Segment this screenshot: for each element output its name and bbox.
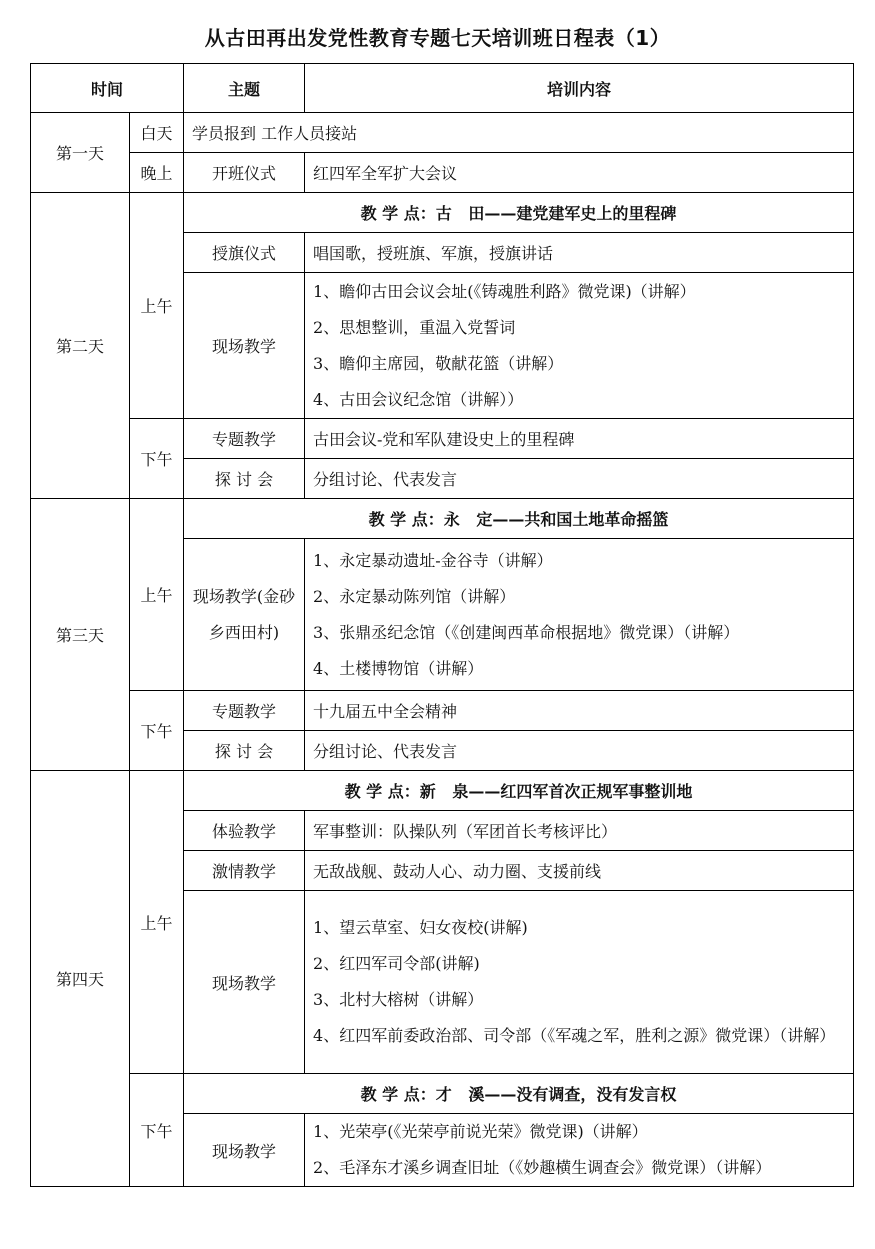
list-item: 2、毛泽东才溪乡调查旧址（《妙趣横生调查会》微党课）（讲解） [313, 1158, 772, 1177]
list-item: 1、光荣亭(《光荣亭前说光荣》微党课)（讲解） [313, 1122, 648, 1141]
content-list [305, 891, 854, 1074]
topic-cell: 体验教学 [184, 811, 305, 851]
day-label: 第四天 [31, 771, 130, 1187]
table-row [31, 419, 854, 459]
table-row [31, 691, 854, 731]
schedule-table [30, 63, 854, 1187]
content-cell: 十九届五中全会精神 [305, 691, 854, 731]
table-row [31, 1074, 854, 1114]
teaching-site-heading: 教 学 点：古 田——建党建军史上的里程碑 [184, 193, 854, 233]
field-topic-text: 现场教学(金砂乡西田村) [192, 586, 296, 642]
list-item: 1、永定暴动遗址-金谷寺（讲解） [313, 550, 553, 570]
header-topic: 主题 [184, 64, 305, 113]
content-list [305, 273, 854, 419]
topic-cell: 现场教学 [184, 891, 305, 1074]
page-title: 从古田再出发党性教育专题七天培训班日程表（1） [204, 26, 671, 50]
period-label: 下午 [130, 419, 184, 499]
list-item: 2、红四军司令部(讲解) [313, 954, 480, 973]
content-cell: 分组讨论、代表发言 [305, 459, 854, 499]
period-label: 上午 [130, 193, 184, 419]
topic-cell [184, 539, 305, 691]
period-label: 白天 [130, 113, 184, 153]
topic-cell: 授旗仪式 [184, 233, 305, 273]
day-label: 第一天 [31, 113, 130, 193]
table-row [31, 153, 854, 193]
content-cell: 古田会议-党和军队建设史上的里程碑 [305, 419, 854, 459]
header-content: 培训内容 [305, 64, 854, 113]
period-label: 下午 [130, 1074, 184, 1187]
day-label: 第二天 [31, 193, 130, 499]
table-row [31, 193, 854, 233]
topic-cell: 探 讨 会 [184, 731, 305, 771]
teaching-site-heading: 教 学 点：永 定——共和国土地革命摇篮 [184, 499, 854, 539]
list-item: 1、望云草室、妇女夜校(讲解) [313, 918, 528, 937]
list-item: 3、张鼎丞纪念馆（《创建闽西革命根据地》微党课）（讲解） [313, 622, 740, 642]
teaching-site-heading: 教 学 点：新 泉——红四军首次正规军事整训地 [184, 771, 854, 811]
topic-cell: 专题教学 [184, 419, 305, 459]
period-label: 晚上 [130, 153, 184, 193]
content-cell: 红四军全军扩大会议 [305, 153, 854, 193]
topic-cell: 探 讨 会 [184, 459, 305, 499]
topic-cell: 激情教学 [184, 851, 305, 891]
header-time: 时间 [31, 64, 184, 113]
list-item: 2、永定暴动陈列馆（讲解） [313, 586, 516, 606]
table-row [31, 771, 854, 811]
list-item: 1、瞻仰古田会议会址(《铸魂胜利路》微党课)（讲解） [313, 281, 696, 301]
list-item: 3、瞻仰主席园，敬献花篮（讲解） [313, 353, 564, 373]
list-item: 4、红四军前委政治部、司令部（《军魂之军，胜利之源》微党课）（讲解） [313, 1026, 836, 1045]
topic-cell: 现场教学 [184, 273, 305, 419]
list-item: 4、土楼博物馆（讲解） [313, 658, 484, 678]
day-label: 第三天 [31, 499, 130, 771]
list-item: 2、思想整训，重温入党誓词 [313, 317, 516, 337]
list-item: 3、北村大榕树（讲解） [313, 990, 484, 1009]
table-header-row [31, 64, 854, 113]
topic-cell: 开班仪式 [184, 153, 305, 193]
teaching-site-heading: 教 学 点：才 溪——没有调查，没有发言权 [184, 1074, 854, 1114]
content-list [305, 539, 854, 691]
content-cell: 无敌战舰、鼓动人心、动力圈、支援前线 [305, 851, 854, 891]
topic-cell: 专题教学 [184, 691, 305, 731]
list-item: 4、古田会议纪念馆（讲解）） [313, 389, 524, 409]
table-row [31, 113, 854, 153]
content-list [305, 1114, 854, 1187]
content-cell: 分组讨论、代表发言 [305, 731, 854, 771]
period-label: 上午 [130, 771, 184, 1074]
content-cell: 学员报到 工作人员接站 [184, 113, 854, 153]
period-label: 上午 [130, 499, 184, 691]
content-cell: 唱国歌，授班旗、军旗，授旗讲话 [305, 233, 854, 273]
content-cell: 军事整训：队操队列（军团首长考核评比） [305, 811, 854, 851]
topic-cell: 现场教学 [184, 1114, 305, 1187]
period-label: 下午 [130, 691, 184, 771]
table-row [31, 499, 854, 539]
